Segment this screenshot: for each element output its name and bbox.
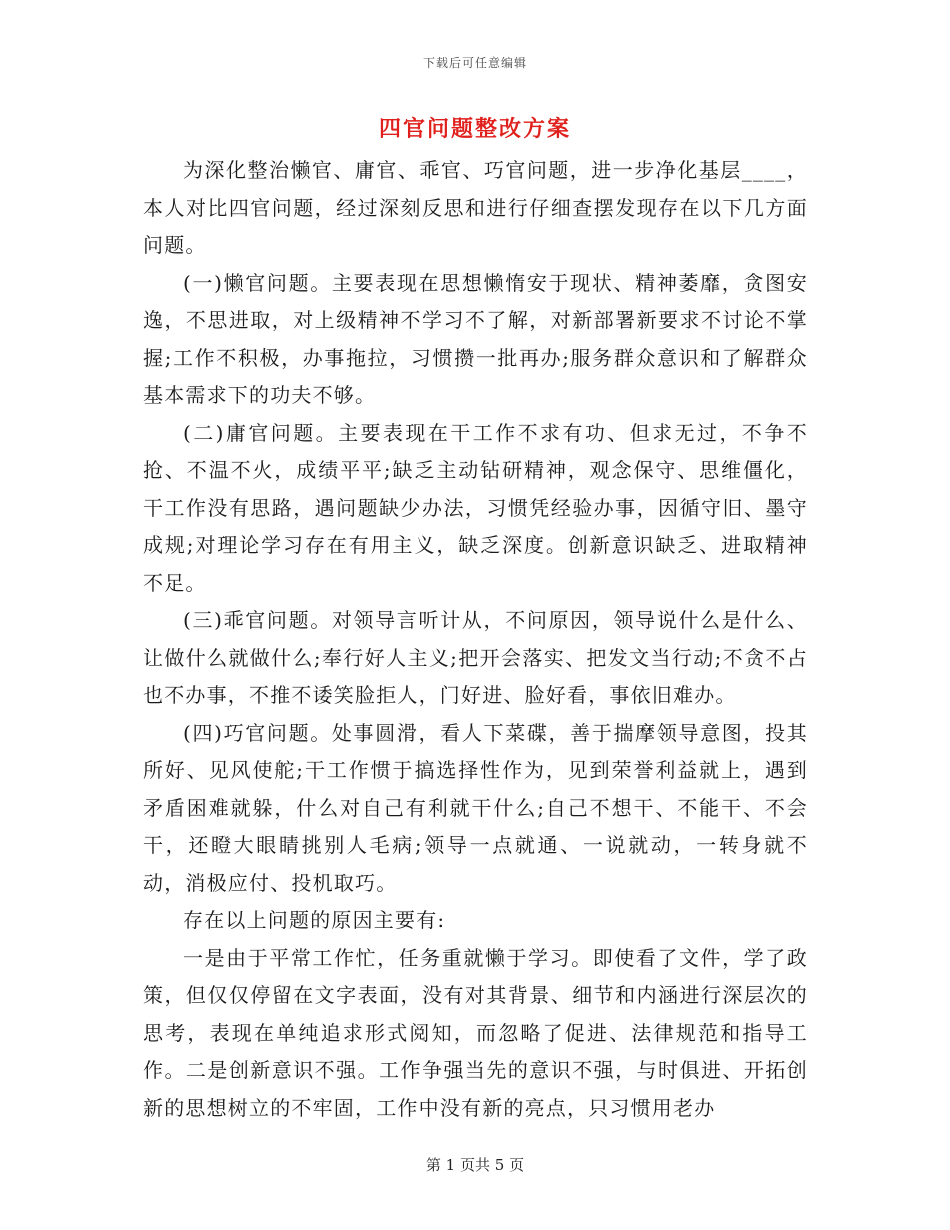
paragraph-crafty-official: (四)巧官问题。处事圆滑，看人下菜碟，善于揣摩领导意图，投其所好、见风使舵;干工作惯于搞选择性作为，见到荣誉利益就上，遇到矛盾困难就躲，什么对自己有利就干什么;自己不想干、不能干、不会干，还瞪大眼睛挑别人毛病;领导一点就通、一说就动，一转身就不动，消极应付、投机取巧。: [143, 720, 808, 895]
paragraph-obedient-official: (三)乖官问题。对领导言听计从，不问原因，领导说什么是什么、让做什么就做什么;奉行好人主义;把开会落实、把发文当行动;不贪不占也不办事，不推不诿笑脸拒人，门好进、脸好看，事依旧难办。: [143, 608, 808, 707]
paragraph-causes: 一是由于平常工作忙，任务重就懒于学习。即使看了文件，学了政策，但仅仅停留在文字表面，没有对其背景、细节和内涵进行深层次的思考，表现在单纯追求形式阅知，而忽略了促进、法律规范和指导工作。二是创新意识不强。工作争强当先的意识不强，与时俱进、开拓创新的思想树立的不牢固，工作中没有新的亮点，只习惯用老办: [143, 945, 808, 1120]
paragraph-lazy-official: (一)懒官问题。主要表现在思想懒惰安于现状、精神萎靡，贪图安逸，不思进取，对上级精神不学习不了解，对新部署新要求不讨论不掌握;工作不积极，办事拖拉，习惯攒一批再办;服务群众意识和了解群众基本需求下的功夫不够。: [143, 270, 808, 407]
document-title: 四官问题整改方案: [378, 116, 571, 142]
paragraph-causes-heading: 存在以上问题的原因主要有:: [183, 908, 446, 932]
paragraph-intro: 为深化整治懒官、庸官、乖官、巧官问题，进一步净化基层____，本人对比四官问题，经过深刻反思和进行仔细查摆发现存在以下几方面问题。: [143, 158, 808, 257]
paragraph-mediocre-official: (二)庸官问题。主要表现在干工作不求有功、但求无过，不争不抢、不温不火，成绩平平;缺乏主动钻研精神，观念保守、思维僵化，干工作没有思路，遇问题缺少办法，习惯凭经验办事，因循守旧、墨守成规;对理论学习存在有用主义，缺乏深度。创新意识缺乏、进取精神不足。: [143, 420, 808, 595]
header-note: 下载后可任意编辑: [422, 56, 527, 70]
page-number: 第 1 页共 5 页: [425, 1156, 525, 1174]
document-body: [143, 152, 808, 1127]
